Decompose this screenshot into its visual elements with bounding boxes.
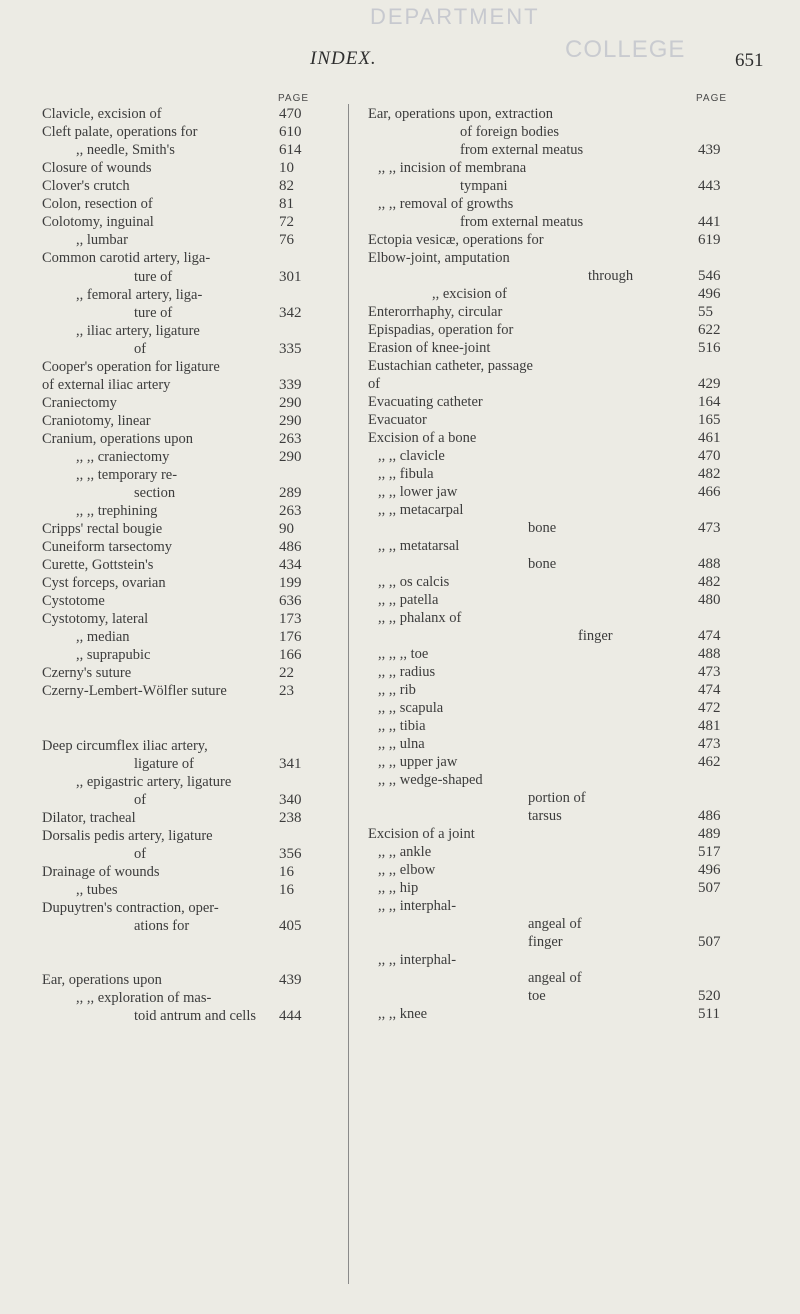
- index-entry-page: 176: [279, 629, 302, 645]
- index-entry-page: 482: [698, 574, 721, 590]
- index-entry-text: ,, lumbar: [76, 232, 128, 248]
- index-entry-text: Cooper's operation for ligature: [42, 359, 220, 375]
- index-entry-page: 511: [698, 1006, 720, 1022]
- index-entry-text: Elbow-joint, amputation: [368, 250, 510, 266]
- index-entry-page: 55: [698, 304, 713, 320]
- index-entry-page: 610: [279, 124, 302, 140]
- index-entry-page: 507: [698, 934, 721, 950]
- index-entry-text: Czerny's suture: [42, 665, 132, 681]
- index-entry-text: finger: [578, 628, 613, 644]
- index-entry-text: ,, tubes: [76, 882, 118, 898]
- index-entry-text: Craniotomy, linear: [42, 413, 151, 429]
- column-divider: [348, 104, 349, 1284]
- index-entry-text: Enterorrhaphy, circular: [368, 304, 503, 320]
- index-entry-text: Clover's crutch: [42, 178, 130, 194]
- index-entry-page: 238: [279, 810, 302, 826]
- index-entry-page: 488: [698, 646, 721, 662]
- index-entry-text: ,, ,, hip: [378, 880, 419, 896]
- index-entry-page: 10: [279, 160, 294, 176]
- index-entry-page: 474: [698, 682, 721, 698]
- index-entry-text: ations for: [134, 918, 190, 934]
- index-entry-text: Cuneiform tarsectomy: [42, 539, 173, 555]
- index-entry-text: Curette, Gottstein's: [42, 557, 154, 573]
- index-entry-text: from external meatus: [460, 142, 584, 158]
- index-entry-page: 489: [698, 826, 721, 842]
- index-entry-page: 486: [279, 539, 302, 555]
- index-entry-text: ,, median: [76, 629, 130, 645]
- index-entry-page: 622: [698, 322, 721, 338]
- index-entry-text: ,, ,, removal of growths: [378, 196, 514, 212]
- index-entry-text: ,, ,, exploration of mas-: [76, 990, 212, 1006]
- index-entry-text: ture of: [134, 269, 173, 285]
- index-entry-text: ,, ,, tibia: [378, 718, 426, 734]
- index-entry-text: ,, ,, scapula: [378, 700, 444, 716]
- index-entry-text: ,, ,, incision of membrana: [378, 160, 527, 176]
- index-entry-text: ,, iliac artery, ligature: [76, 323, 200, 339]
- index-entry-text: Cleft palate, operations for: [42, 124, 198, 140]
- index-entry-page: 439: [698, 142, 721, 158]
- index-entry-text: Cranium, operations upon: [42, 431, 194, 447]
- index-entry-page: 470: [279, 106, 302, 122]
- index-entry-text: Colon, resection of: [42, 196, 153, 212]
- index-entry-text: from external meatus: [460, 214, 584, 230]
- index-entry-text: Dupuytren's contraction, oper-: [42, 900, 219, 916]
- index-entry-text: toe: [528, 988, 546, 1004]
- library-stamp-top: DEPARTMENT: [370, 4, 540, 29]
- index-entry-text: Dilator, tracheal: [42, 810, 136, 826]
- index-entry-text: ,, ,, trephining: [76, 503, 158, 519]
- index-entry-page: 335: [279, 341, 302, 357]
- index-entry-text: ,, ,, os calcis: [378, 574, 450, 590]
- index-entry-page: 472: [698, 700, 721, 716]
- index-entry-text: Erasion of knee-joint: [368, 340, 491, 356]
- index-entry-text: Dorsalis pedis artery, ligature: [42, 828, 213, 844]
- index-entry-page: 517: [698, 844, 721, 860]
- index-entry-text: ,, ,, clavicle: [378, 448, 445, 464]
- index-entry-page: 434: [279, 557, 302, 573]
- index-entry-page: 516: [698, 340, 721, 356]
- index-entry-text: ,, ,, metacarpal: [378, 502, 464, 518]
- index-entry-text: ,, ,, knee: [378, 1006, 428, 1022]
- index-entry-text: Eustachian catheter, passage: [368, 358, 533, 374]
- index-entry-page: 339: [279, 377, 302, 393]
- index-entry-text: Excision of a bone: [368, 430, 477, 446]
- index-entry-page: 473: [698, 736, 721, 752]
- index-entry-page: 429: [698, 376, 721, 392]
- index-entry-text: ligature of: [134, 756, 194, 772]
- right-page-label: PAGE: [696, 93, 728, 104]
- index-entry-text: Deep circumflex iliac artery,: [42, 738, 208, 754]
- index-entry-text: Ectopia vesicæ, operations for: [368, 232, 544, 248]
- index-entry-text: of foreign bodies: [460, 124, 560, 140]
- index-entry-page: 165: [698, 412, 721, 428]
- index-entry-page: 72: [279, 214, 294, 230]
- index-entry-text: ,, ,, lower jaw: [378, 484, 458, 500]
- index-entry-text: ,, ,, elbow: [378, 862, 436, 878]
- index-entry-text: angeal of: [528, 970, 582, 986]
- index-entry-text: ,, excision of: [432, 286, 507, 302]
- index-entry-page: 16: [279, 864, 294, 880]
- index-entry-page: 290: [279, 449, 302, 465]
- index-entry-page: 619: [698, 232, 721, 248]
- index-entry-text: Drainage of wounds: [42, 864, 160, 880]
- index-entry-text: ,, ,, craniectomy: [76, 449, 170, 465]
- index-entry-text: ,, ,, ankle: [378, 844, 432, 860]
- page-title: INDEX.: [310, 48, 377, 69]
- index-entry-text: ,, ,, ,, toe: [378, 646, 429, 662]
- index-entry-text: tympani: [460, 178, 508, 194]
- index-entry-page: 289: [279, 485, 302, 501]
- index-entry-page: 461: [698, 430, 721, 446]
- index-entry-page: 290: [279, 413, 302, 429]
- index-entry-page: 470: [698, 448, 721, 464]
- page-number: 651: [735, 50, 764, 71]
- index-entry-page: 342: [279, 305, 302, 321]
- index-entry-page: 473: [698, 664, 721, 680]
- running-head: [0, 48, 800, 78]
- index-entry-page: 301: [279, 269, 302, 285]
- index-entry-text: bone: [528, 556, 557, 572]
- index-entry-page: 405: [279, 918, 302, 934]
- index-entry-text: Colotomy, inguinal: [42, 214, 154, 230]
- index-entry-text: Ear, operations upon, extraction: [368, 106, 554, 122]
- index-entry-text: ,, ,, upper jaw: [378, 754, 458, 770]
- index-entry-text: of: [134, 846, 147, 862]
- index-entry-text: ,, femoral artery, liga-: [76, 287, 203, 303]
- index-entry-text: ,, epigastric artery, ligature: [76, 774, 232, 790]
- library-stamp-college: COLLEGE: [565, 36, 686, 63]
- index-entry-page: 443: [698, 178, 721, 194]
- index-entry-page: 480: [698, 592, 721, 608]
- index-entry-text: ,, ,, phalanx of: [378, 610, 462, 626]
- index-entry-text: Common carotid artery, liga-: [42, 250, 211, 266]
- index-entry-text: Cyst forceps, ovarian: [42, 575, 166, 591]
- index-entry-text: ,, ,, wedge-shaped: [378, 772, 483, 788]
- index-entry-text: of: [134, 341, 147, 357]
- index-entry-page: 444: [279, 1008, 302, 1024]
- index-entry-page: 482: [698, 466, 721, 482]
- index-entry-page: 614: [279, 142, 302, 158]
- index-entry-page: 496: [698, 862, 721, 878]
- index-entry-page: 473: [698, 520, 721, 536]
- index-entry-text: Evacuating catheter: [368, 394, 483, 410]
- index-entry-text: Cystotomy, lateral: [42, 611, 149, 627]
- index-entry-text: Craniectomy: [42, 395, 117, 411]
- index-entry-text: through: [588, 268, 634, 284]
- index-entry-page: 520: [698, 988, 721, 1004]
- index-entry-text: Epispadias, operation for: [368, 322, 514, 338]
- index-entry-text: ,, ,, fibula: [378, 466, 434, 482]
- index-entry-text: portion of: [528, 790, 586, 806]
- index-entry-text: Evacuator: [368, 412, 427, 428]
- index-entry-page: 474: [698, 628, 721, 644]
- index-entry-page: 263: [279, 431, 302, 447]
- index-entry-text: tarsus: [528, 808, 562, 824]
- index-entry-text: toid antrum and cells: [134, 1008, 257, 1024]
- index-entry-page: 81: [279, 196, 294, 212]
- index-entry-text: Cripps' rectal bougie: [42, 521, 163, 537]
- index-entry-page: 23: [279, 683, 294, 699]
- index-entry-text: of external iliac artery: [42, 377, 171, 393]
- index-entry-text: Czerny-Lembert-Wölfler suture: [42, 683, 227, 699]
- index-entry-text: ,, needle, Smith's: [76, 142, 175, 158]
- index-entry-page: 439: [279, 972, 302, 988]
- index-entry-page: 166: [279, 647, 302, 663]
- index-entry-text: Excision of a joint: [368, 826, 475, 842]
- index-entry-text: ,, ,, radius: [378, 664, 436, 680]
- index-entry-page: 462: [698, 754, 721, 770]
- index-entry-page: 263: [279, 503, 302, 519]
- index-entry-text: bone: [528, 520, 557, 536]
- index-entry-page: 356: [279, 846, 302, 862]
- index-entry-page: 164: [698, 394, 721, 410]
- index-entry-page: 466: [698, 484, 721, 500]
- index-entry-page: 488: [698, 556, 721, 572]
- index-entry-text: ,, ,, ulna: [378, 736, 425, 752]
- index-entry-text: ,, ,, rib: [378, 682, 416, 698]
- index-entry-page: 441: [698, 214, 721, 230]
- index-entry-text: ,, ,, patella: [378, 592, 439, 608]
- index-entry-text: ,, ,, temporary re-: [76, 467, 178, 483]
- index-entry-page: 340: [279, 792, 302, 808]
- index-entry-page: 199: [279, 575, 302, 591]
- index-entry-page: 290: [279, 395, 302, 411]
- index-entry-text: ,, suprapubic: [76, 647, 151, 663]
- index-entry-page: 76: [279, 232, 294, 248]
- index-entry-page: 16: [279, 882, 294, 898]
- index-entry-page: 341: [279, 756, 302, 772]
- index-entry-page: 22: [279, 665, 294, 681]
- index-entry-text: ,, ,, metatarsal: [378, 538, 460, 554]
- index-entry-page: 507: [698, 880, 721, 896]
- index-entry-text: ,, ,, interphal-: [378, 952, 457, 968]
- index-entry-text: angeal of: [528, 916, 582, 932]
- index-entry-text: Cystotome: [42, 593, 105, 609]
- index-entry-page: 481: [698, 718, 721, 734]
- index-entry-page: 173: [279, 611, 302, 627]
- index-entry-text: ,, ,, interphal-: [378, 898, 457, 914]
- index-entry-page: 486: [698, 808, 721, 824]
- index-entry-text: ture of: [134, 305, 173, 321]
- index-entry-page: 82: [279, 178, 294, 194]
- index-entry-page: 636: [279, 593, 302, 609]
- index-entry-text: Ear, operations upon: [42, 972, 162, 988]
- index-entry-text: Closure of wounds: [42, 160, 152, 176]
- left-page-label: PAGE: [278, 93, 310, 104]
- index-entry-text: of: [368, 376, 381, 392]
- index-entry-text: of: [134, 792, 147, 808]
- index-entry-text: Clavicle, excision of: [42, 106, 162, 122]
- index-entry-page: 496: [698, 286, 721, 302]
- index-entry-page: 90: [279, 521, 294, 537]
- index-entry-text: section: [134, 485, 176, 501]
- index-entry-page: 546: [698, 268, 721, 284]
- index-entry-text: finger: [528, 934, 563, 950]
